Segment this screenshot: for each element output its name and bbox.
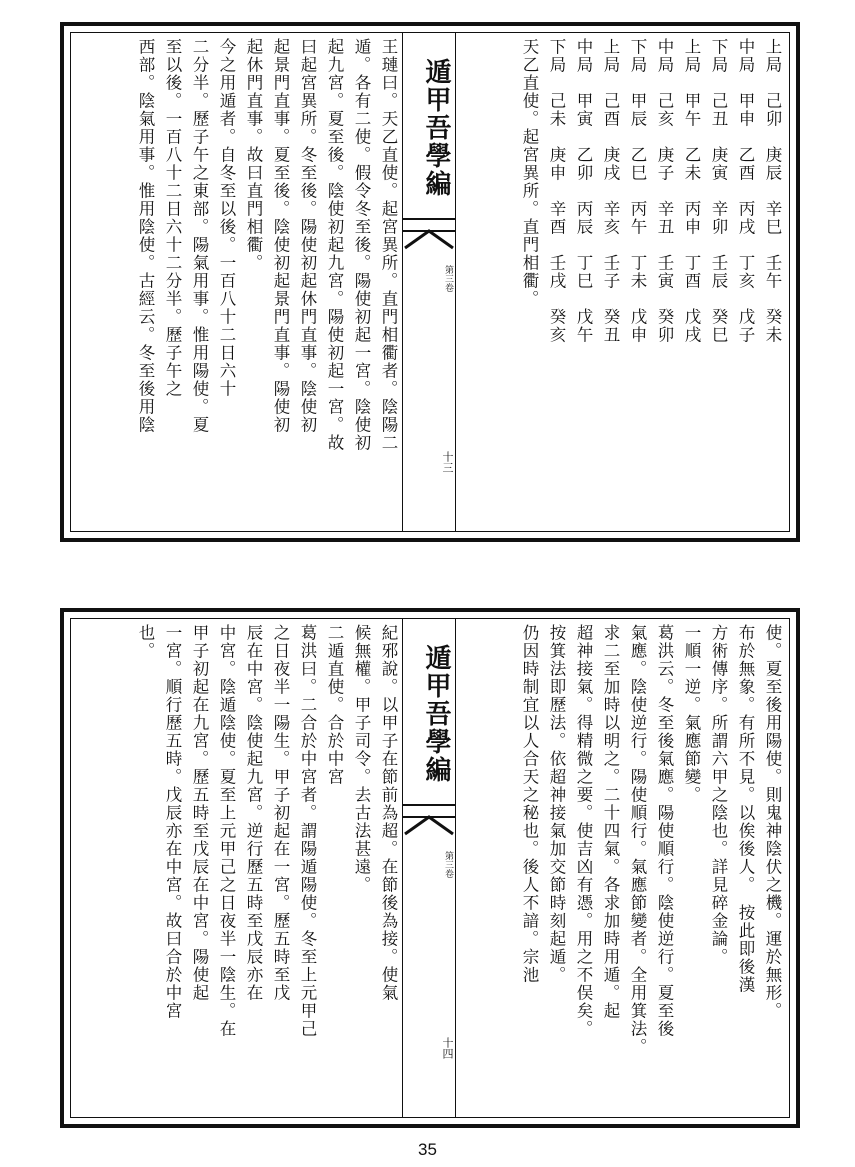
text-column: 葛洪云。冬至後氣應。陽使順行。陰使逆行。夏至後 <box>655 624 674 1038</box>
text-column: 也。 <box>136 624 155 660</box>
text-column: 甲子初起在九宮。歷五時至戊辰在中宮。陽使起 <box>190 624 209 1002</box>
text-column: 下局 己未 庚申 辛酉 壬戌 癸亥 <box>547 38 566 344</box>
text-column: 今之用遁者。自冬至以後。一百八十二日六十 <box>217 38 236 398</box>
book-spine <box>402 618 456 1118</box>
text-column: 按箕法即歷法。依超神接氣加交節時刻起遁。 <box>547 624 566 984</box>
left-page-text <box>76 624 402 1112</box>
book-spine <box>402 32 456 532</box>
text-column: 下局 甲辰 乙巳 丙午 丁未 戊申 <box>628 38 647 344</box>
text-column: 中宮。陰遁陰使。夏至上元甲己之日夜半一陰生。在 <box>217 624 236 1038</box>
text-column: 天乙直使。起宮異所。直門相衢。 <box>520 38 539 308</box>
left-page-text <box>76 38 402 526</box>
text-column: 二遁直使。合於中宮 <box>325 624 344 786</box>
volume-label: 第三卷 <box>443 264 453 292</box>
text-column: 超神接氣。得精微之要。使吉凶有憑。用之不俣矣。 <box>574 624 593 1038</box>
text-column: 至以後。一百八十二日六十二分半。歷子午之 <box>163 38 182 398</box>
fishtail-mark-icon <box>403 814 455 836</box>
text-column: 起休門直事。故曰直門相衢。 <box>244 38 263 272</box>
text-column: 一宮。順行歷五時。戊辰亦在中宮。故曰合於中宮 <box>163 624 182 1020</box>
sheet-top <box>60 22 800 542</box>
text-column: 候無權。甲子司令。去古法甚遠。 <box>352 624 371 894</box>
text-column: 曰起宮異所。冬至後。陽使初起休門直事。陰使初 <box>298 38 317 434</box>
text-column: 中局 己亥 庚子 辛丑 壬寅 癸卯 <box>655 38 674 344</box>
text-column: 仍因時制宜以人合天之秘也。後人不諳。宗池 <box>520 624 539 984</box>
text-column: 上局 甲午 乙未 丙申 丁酉 戊戌 <box>682 38 701 344</box>
book-title: 遁甲吾學編 <box>421 643 451 784</box>
folio-number: 十四 <box>441 1037 454 1059</box>
right-page-text <box>456 624 786 1112</box>
text-column: 使。夏至後用陽使。則鬼神陰伏之機。運於無形。 <box>763 624 782 1020</box>
text-column: 之日夜半一陽生。甲子初起在一宮。歷五時至戊 <box>271 624 290 1002</box>
text-column: 辰在中宮。陰使起九宮。逆行歷五時至戊辰亦在 <box>244 624 263 1002</box>
text-column: 中局 甲申 乙酉 丙戌 丁亥 戊子 <box>736 38 755 344</box>
sheet-bottom <box>60 608 800 1128</box>
text-column: 中局 甲寅 乙卯 丙辰 丁巳 戊午 <box>574 38 593 344</box>
text-column: 王璉曰。天乙直使。起宮異所。直門相衢者。陰陽二 <box>379 38 398 452</box>
book-title: 遁甲吾學編 <box>421 57 451 198</box>
text-column: 上局 己酉 庚戌 辛亥 壬子 癸丑 <box>601 38 620 344</box>
volume-label: 第三卷 <box>443 850 453 878</box>
text-column: 紀邪說。以甲子在節前為超。在節後為接。使氣 <box>379 624 398 1002</box>
text-column: 起景門直事。夏至後。陰使初起景門直事。陽使初 <box>271 38 290 434</box>
text-column: 西部。陰氣用事。惟用陰使。古經云。冬至後用陰 <box>136 38 155 434</box>
text-column: 上局 己卯 庚辰 辛巳 壬午 癸未 <box>763 38 782 344</box>
fishtail-mark-icon <box>403 228 455 250</box>
page-number: 35 <box>418 1140 437 1159</box>
right-page-text <box>456 38 786 526</box>
text-column: 葛洪曰。二合於中宮者。謂陽遁陽使。冬至上元甲己 <box>298 624 317 1038</box>
text-column: 遁。各有二使。假令冬至後。陽使初起一宮。陰使初 <box>352 38 371 452</box>
text-column: 一順一逆。氣應節變。 <box>682 624 701 804</box>
text-column: 氣應。陰使逆行。陽使順行。氣應節變者。全用箕法。 <box>628 624 647 1056</box>
text-column: 起九宮。夏至後。陰使初起九宮。陽使初起一宮。故 <box>325 38 344 452</box>
text-column: 布於無象。有所不見。以俟後人。 按此即後漢 <box>736 624 755 994</box>
text-column: 下局 己丑 庚寅 辛卯 壬辰 癸巳 <box>709 38 728 344</box>
text-column: 求二至加時以明之。二十四氣。各求加時用遁。起 <box>601 624 620 1020</box>
folio-number: 十三 <box>441 451 454 473</box>
text-column: 二分半。歷子午之東部。陽氣用事。惟用陽使。夏 <box>190 38 209 434</box>
text-column: 方術傳序。所謂六甲之陰也。詳見碎金論。 <box>709 624 728 966</box>
